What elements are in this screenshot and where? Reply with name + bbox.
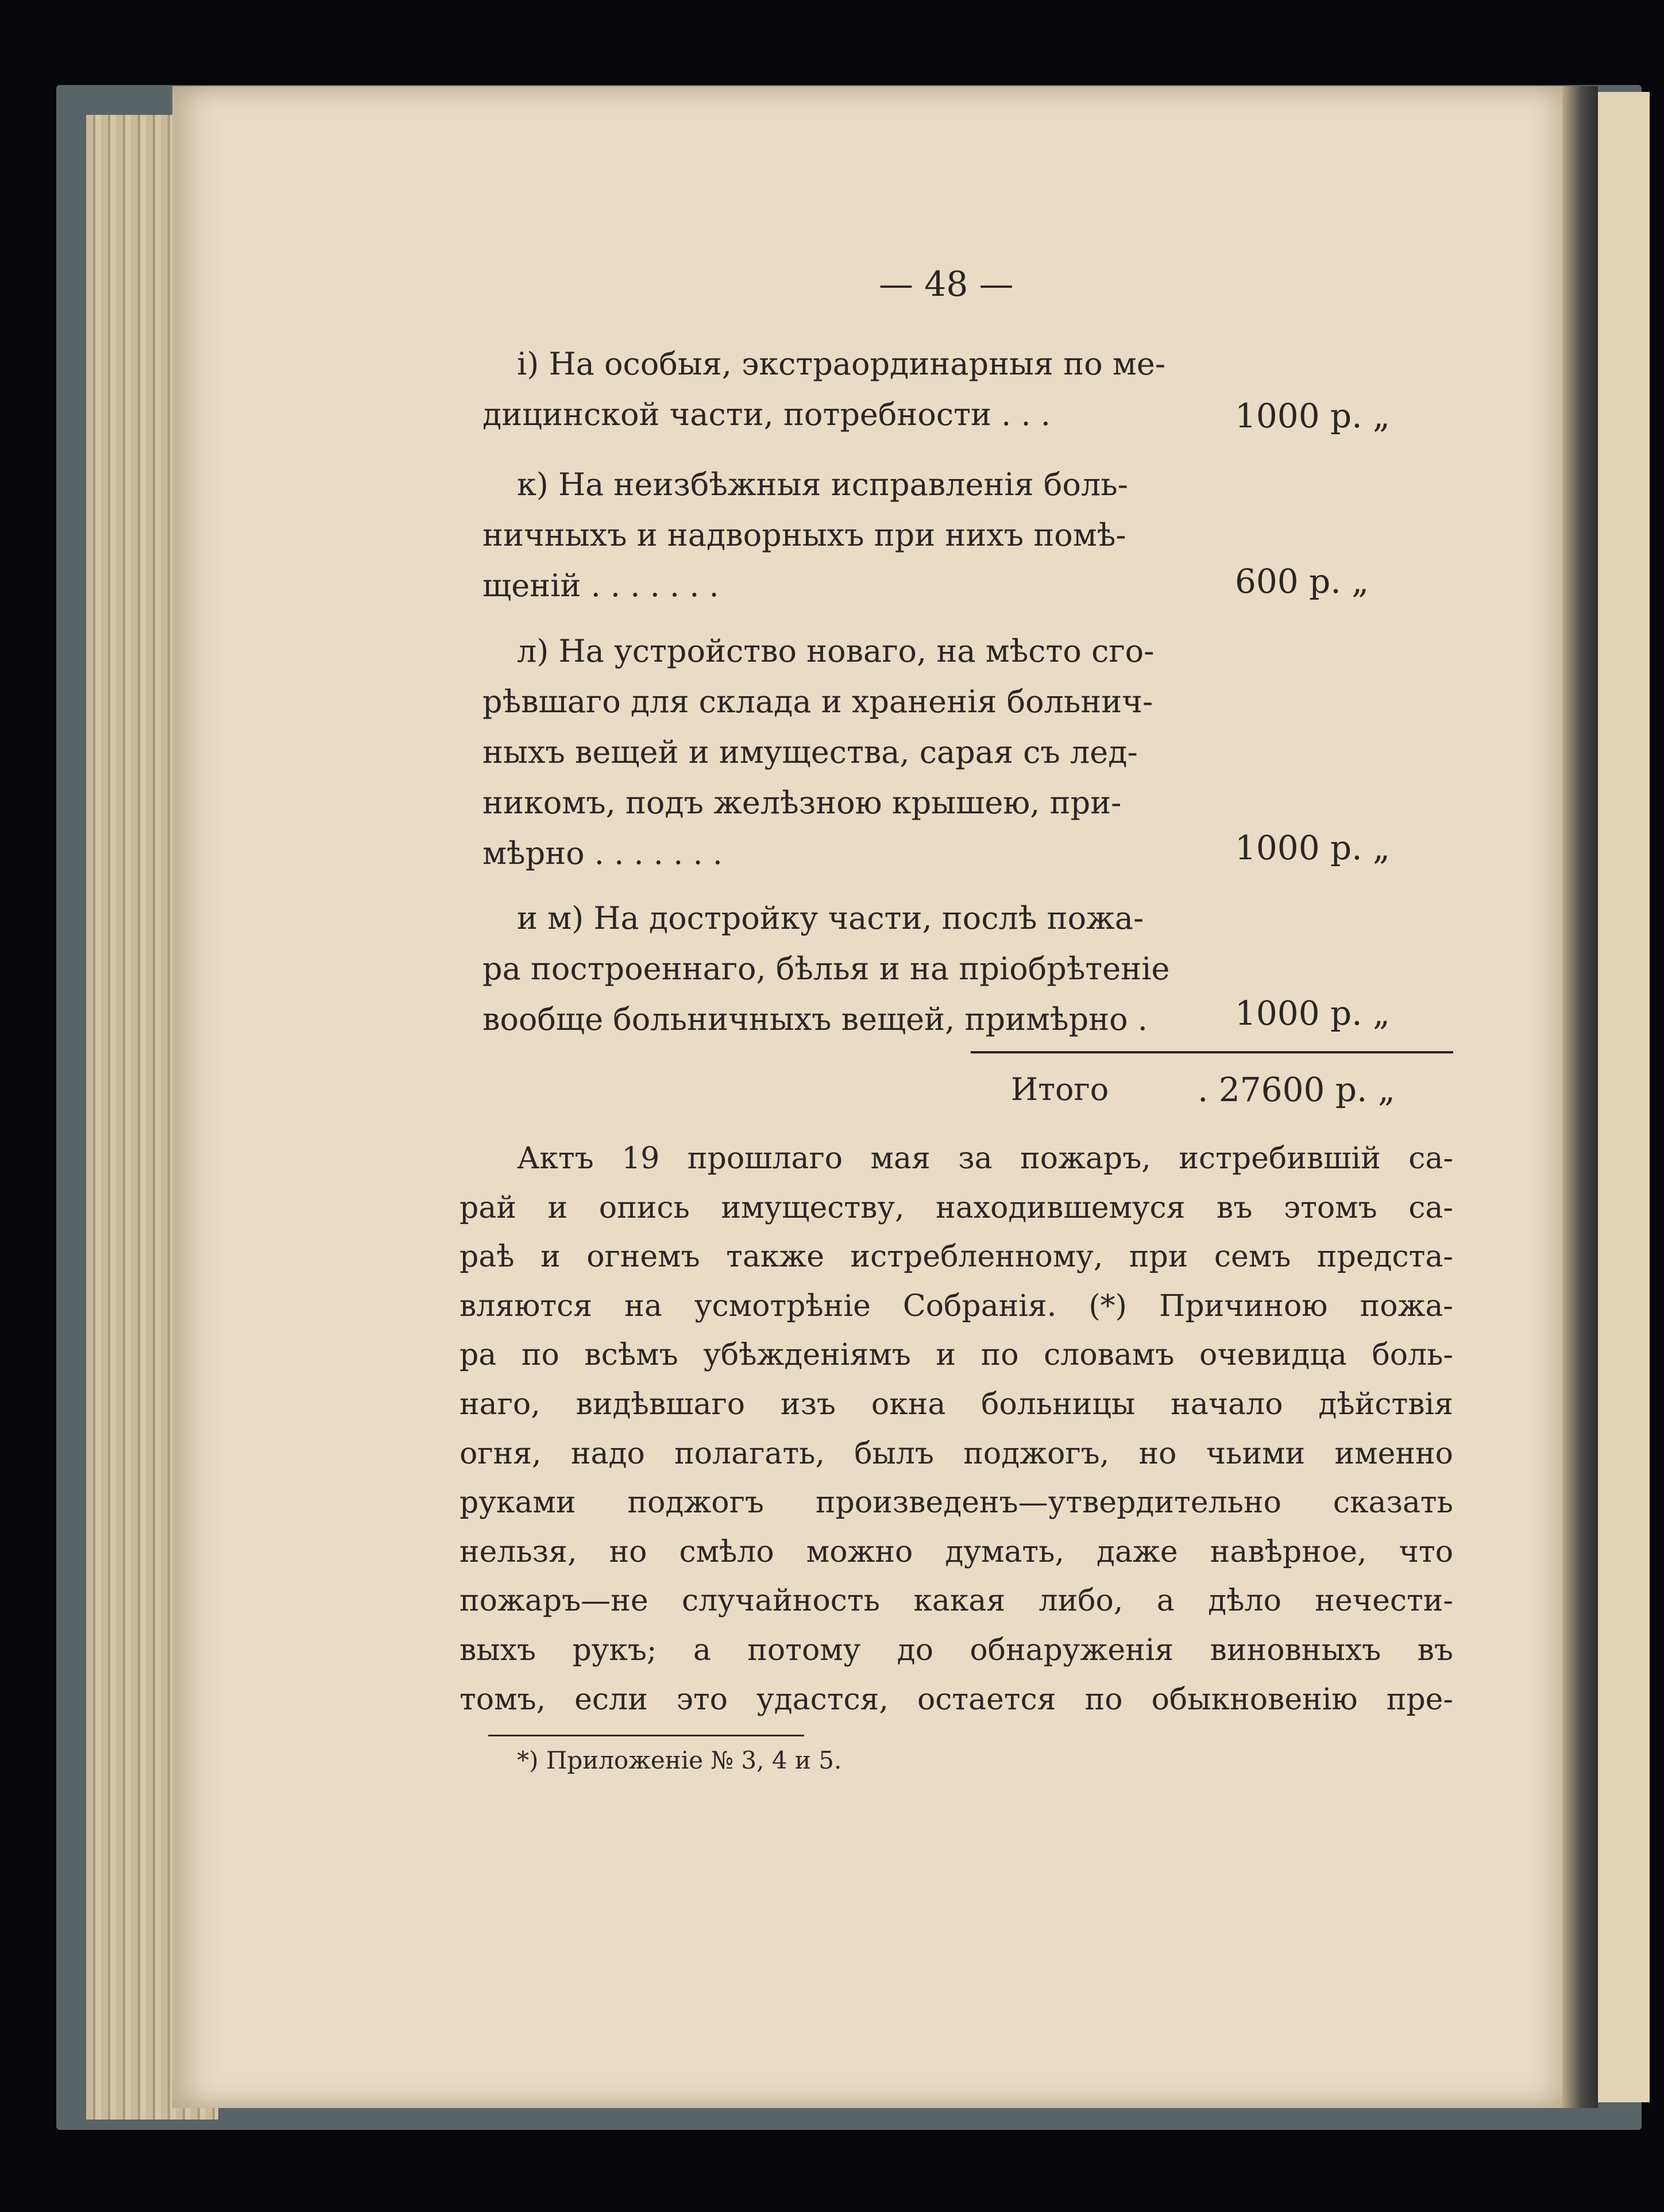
- item-amount: 600 р. „: [1235, 562, 1369, 601]
- paragraph-line: руками поджогъ произведенъ—утвердительно сказать: [460, 1485, 1453, 1520]
- item-line: ничныхъ и надворныхъ при нихъ помѣ-: [482, 517, 1126, 553]
- paragraph-line: нельзя, но смѣло можно думать, даже навѣрное, что: [460, 1534, 1453, 1569]
- total-amount: . 27600 р. „: [1198, 1070, 1395, 1109]
- item-line: мѣрно . . . . . . .: [482, 835, 723, 871]
- paragraph-line: пожаръ—не случайность какая либо, а дѣло нечести-: [460, 1584, 1453, 1619]
- item-line: никомъ, подъ желѣзною крышею, при-: [482, 785, 1122, 821]
- facing-page-edge: [1598, 92, 1650, 2102]
- paragraph-line: огня, надо полагать, былъ поджогъ, но чьими именно: [460, 1436, 1453, 1471]
- item-line: вообще больничныхъ вещей, примѣрно .: [482, 1001, 1148, 1037]
- item-amount: 1000 р. „: [1235, 994, 1391, 1033]
- total-rule: [971, 1051, 1453, 1053]
- footnote: *) Приложеніе № 3, 4 и 5.: [517, 1746, 842, 1774]
- item-line: к) На неизбѣжныя исправленія боль-: [517, 466, 1128, 503]
- item-line: дицинской части, потребности . . .: [482, 396, 1051, 433]
- expense-item-i: [482, 339, 1183, 440]
- paragraph-line: рай и опись имуществу, находившемуся въ этомъ са-: [460, 1190, 1453, 1225]
- paragraph-line: наго, видѣвшаго изъ окна больницы начало дѣйствія: [460, 1387, 1453, 1422]
- footnote-rule: [488, 1735, 804, 1736]
- paragraph-line: раѣ и огнемъ также истребленному, при семъ предста-: [460, 1240, 1453, 1275]
- total-label: Итого: [1011, 1071, 1109, 1107]
- page-number: — 48 —: [879, 264, 1014, 304]
- paragraph-line: ра по всѣмъ убѣжденіямъ и по словамъ очевидца боль-: [460, 1338, 1453, 1373]
- item-amount: 1000 р. „: [1235, 828, 1391, 867]
- item-amount: 1000 р. „: [1235, 396, 1391, 435]
- item-line: л) На устройство новаго, на мѣсто сго-: [517, 633, 1155, 669]
- item-line: ра построеннаго, бѣлья и на пріобрѣтеніе: [482, 951, 1170, 987]
- item-line: i) На особыя, экстраординарныя по ме-: [517, 346, 1166, 382]
- paragraph-line: выхъ рукъ; а потому до обнаруженія виновныхъ въ: [460, 1632, 1453, 1667]
- item-line: и м) На достройку части, послѣ пожа-: [517, 900, 1144, 936]
- item-line: ныхъ вещей и имущества, сарая съ лед-: [482, 734, 1138, 770]
- item-line: рѣвшаго для склада и храненія больнич-: [482, 684, 1153, 720]
- paragraph-line: вляются на усмотрѣніе Собранія. (*) Причиною пожа-: [460, 1288, 1453, 1323]
- item-line: щеній . . . . . . .: [482, 568, 719, 604]
- expense-item-k: [482, 460, 1183, 611]
- book-gutter: [1562, 86, 1598, 2108]
- expense-item-m: [482, 893, 1183, 1045]
- expense-item-l: [482, 626, 1183, 879]
- paragraph-line: томъ, если это удастся, остается по обыкновенію пре-: [460, 1682, 1453, 1717]
- body-paragraph: [460, 1134, 1453, 1724]
- paragraph-line: Актъ 19 прошлаго мая за пожаръ, истребившій са-: [517, 1141, 1453, 1176]
